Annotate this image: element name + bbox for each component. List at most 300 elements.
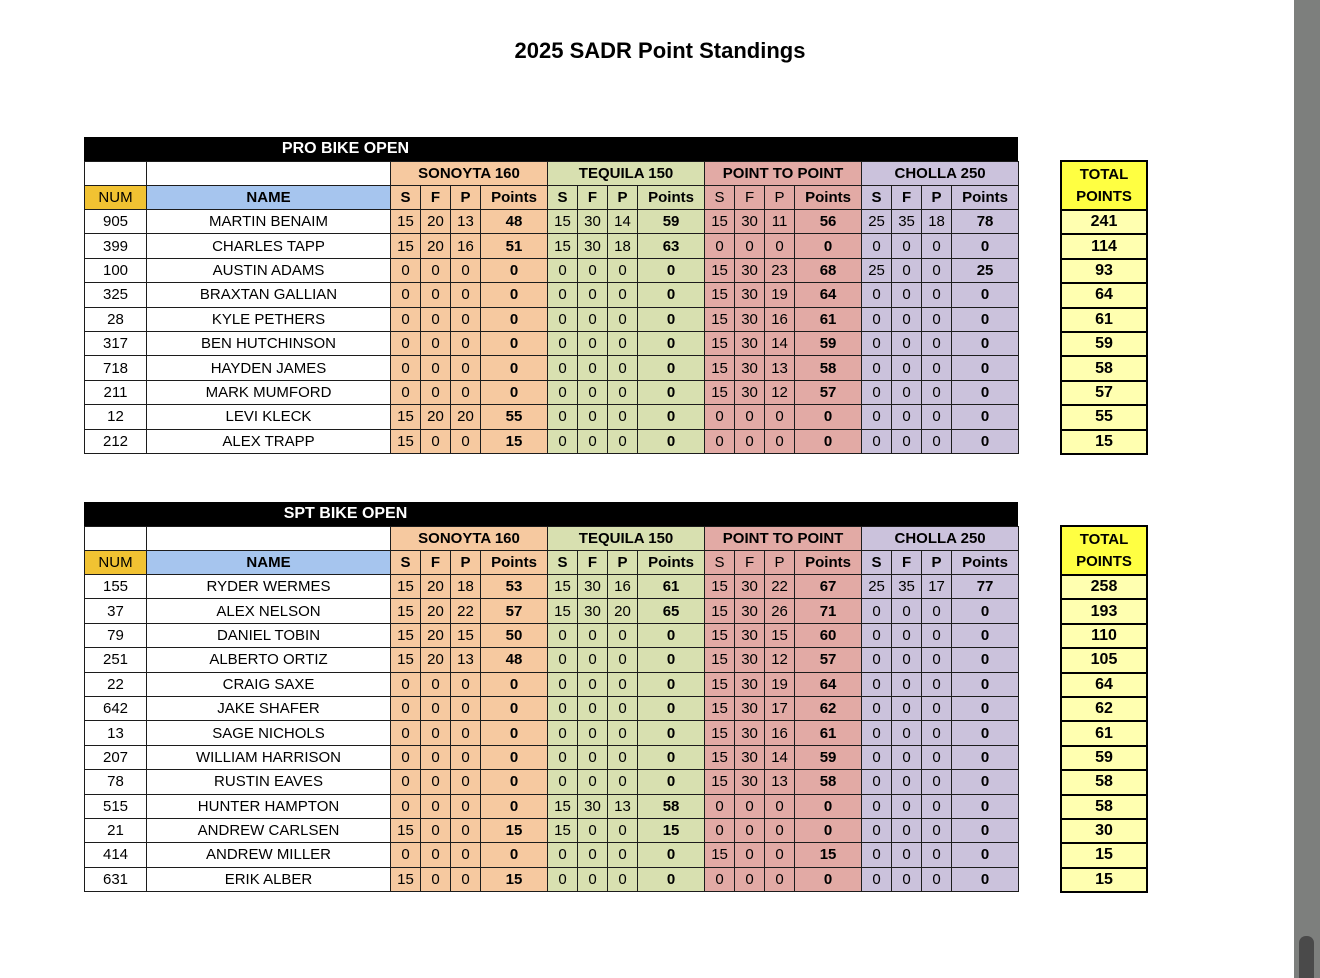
points-header-cell: Points [481, 551, 548, 575]
race-score-cell: 0 [451, 696, 481, 720]
race-score-cell: 0 [735, 794, 765, 818]
race-score-cell: 0 [608, 721, 638, 745]
points-header-cell: Points [638, 186, 705, 210]
race-points-cell: 0 [638, 331, 705, 355]
race-score-cell: 0 [892, 356, 922, 380]
race-points-cell: 64 [795, 672, 862, 696]
race-score-cell: 22 [451, 599, 481, 623]
rider-row [85, 429, 1019, 453]
score-header-cell: F [578, 186, 608, 210]
race-score-cell: 0 [548, 843, 578, 867]
race-score-cell: 18 [608, 234, 638, 258]
race-score-cell: 0 [578, 672, 608, 696]
race-points-cell: 0 [952, 745, 1019, 769]
race-points-cell: 51 [481, 234, 548, 258]
rider-row [85, 405, 1019, 429]
race-score-cell: 0 [421, 843, 451, 867]
race-points-cell: 64 [795, 283, 862, 307]
race-score-cell: 20 [421, 599, 451, 623]
race-score-cell: 0 [862, 794, 892, 818]
race-points-cell: 0 [638, 696, 705, 720]
race-score-cell: 0 [421, 867, 451, 891]
race-score-cell: 0 [922, 672, 952, 696]
total-row [1061, 819, 1147, 843]
race-score-cell: 0 [922, 283, 952, 307]
blank-header-cell [147, 162, 391, 186]
race-score-cell: 0 [765, 867, 795, 891]
race-score-cell: 16 [765, 721, 795, 745]
race-score-cell: 0 [922, 356, 952, 380]
points-header-cell: Points [795, 551, 862, 575]
race-score-cell: 0 [548, 331, 578, 355]
race-points-cell: 0 [952, 721, 1019, 745]
rider-num-cell: 13 [85, 721, 147, 745]
race-score-cell: 0 [735, 234, 765, 258]
race-score-cell: 0 [922, 405, 952, 429]
race-score-cell: 0 [892, 648, 922, 672]
num-header: NUM [85, 551, 147, 575]
race-score-cell: 0 [391, 356, 421, 380]
total-points-table [1060, 525, 1148, 893]
race-points-cell: 58 [795, 356, 862, 380]
race-score-cell: 0 [862, 745, 892, 769]
race-score-cell: 15 [705, 283, 735, 307]
race-score-cell: 0 [548, 307, 578, 331]
points-header-cell: Points [952, 551, 1019, 575]
race-score-cell: 0 [862, 648, 892, 672]
rider-name-cell: JAKE SHAFER [147, 696, 391, 720]
rider-row [85, 599, 1019, 623]
race-score-cell: 0 [578, 843, 608, 867]
total-row [1061, 234, 1147, 258]
rider-name-cell: ALBERTO ORTIZ [147, 648, 391, 672]
race-score-cell: 23 [765, 258, 795, 282]
race-points-cell: 0 [481, 307, 548, 331]
total-row [1061, 868, 1147, 892]
race-points-cell: 71 [795, 599, 862, 623]
race-score-cell: 0 [765, 429, 795, 453]
rider-name-cell: WILLIAM HARRISON [147, 745, 391, 769]
race-score-cell: 0 [451, 867, 481, 891]
total-points-cell: 15 [1061, 868, 1147, 892]
race-score-cell: 30 [578, 575, 608, 599]
total-points-cell: 62 [1061, 697, 1147, 721]
race-score-cell: 12 [765, 648, 795, 672]
blank-header-cell [85, 162, 147, 186]
race-points-cell: 0 [952, 818, 1019, 842]
race-score-cell: 0 [862, 696, 892, 720]
race-points-cell: 0 [952, 405, 1019, 429]
rider-num-cell: 515 [85, 794, 147, 818]
total-header-line1: TOTAL [1079, 165, 1129, 183]
race-points-cell: 0 [952, 843, 1019, 867]
rider-num-cell: 78 [85, 770, 147, 794]
race-score-cell: 0 [892, 623, 922, 647]
rider-name-cell: ERIK ALBER [147, 867, 391, 891]
race-score-cell: 0 [421, 745, 451, 769]
rider-name-cell: ALEX TRAPP [147, 429, 391, 453]
total-row [1061, 721, 1147, 745]
race-score-cell: 0 [391, 696, 421, 720]
rider-num-cell: 21 [85, 818, 147, 842]
rider-row [85, 745, 1019, 769]
race-score-cell: 0 [892, 380, 922, 404]
rider-row [85, 843, 1019, 867]
race-points-cell: 0 [795, 429, 862, 453]
race-score-cell: 0 [578, 745, 608, 769]
spt-bike-open-section [84, 502, 1132, 892]
score-header-cell: S [548, 186, 578, 210]
race-score-cell: 0 [578, 380, 608, 404]
race-score-cell: 0 [892, 672, 922, 696]
race-score-cell: 15 [705, 307, 735, 331]
race-score-cell: 14 [765, 745, 795, 769]
race-points-cell: 56 [795, 210, 862, 234]
score-header-cell: P [608, 186, 638, 210]
rider-num-cell: 28 [85, 307, 147, 331]
race-score-cell: 20 [451, 405, 481, 429]
race-points-cell: 0 [952, 429, 1019, 453]
race-score-cell: 0 [862, 356, 892, 380]
race-points-cell: 0 [638, 258, 705, 282]
race-score-cell: 30 [578, 794, 608, 818]
total-points-cell: 105 [1061, 648, 1147, 672]
race-score-cell: 0 [548, 696, 578, 720]
score-header-cell: F [578, 551, 608, 575]
rider-name-cell: CRAIG SAXE [147, 672, 391, 696]
total-points-cell: 58 [1061, 795, 1147, 819]
race-points-cell: 55 [481, 405, 548, 429]
race-score-cell: 0 [892, 258, 922, 282]
race-score-cell: 0 [922, 696, 952, 720]
total-points-cell: 59 [1061, 746, 1147, 770]
race-score-cell: 0 [578, 331, 608, 355]
race-points-cell: 0 [638, 867, 705, 891]
total-row [1061, 746, 1147, 770]
race-score-cell: 0 [451, 307, 481, 331]
race-score-cell: 0 [705, 818, 735, 842]
race-score-cell: 0 [578, 623, 608, 647]
race-score-cell: 0 [892, 696, 922, 720]
race-score-cell: 0 [922, 745, 952, 769]
race-points-cell: 0 [481, 745, 548, 769]
race-points-cell: 61 [795, 721, 862, 745]
score-header-cell: P [922, 186, 952, 210]
race-score-cell: 0 [451, 283, 481, 307]
race-points-cell: 0 [952, 648, 1019, 672]
race-points-cell: 0 [481, 794, 548, 818]
race-score-cell: 0 [548, 623, 578, 647]
race-score-cell: 0 [451, 770, 481, 794]
race-score-cell: 0 [391, 721, 421, 745]
standings-body [85, 575, 1019, 892]
race-score-cell: 0 [608, 356, 638, 380]
race-score-cell: 0 [451, 380, 481, 404]
race-score-cell: 20 [608, 599, 638, 623]
rider-name-cell: MARK MUMFORD [147, 380, 391, 404]
race-score-cell: 0 [765, 794, 795, 818]
rider-num-cell: 317 [85, 331, 147, 355]
race-score-cell: 30 [578, 210, 608, 234]
rider-row [85, 575, 1019, 599]
race-points-cell: 0 [481, 721, 548, 745]
race-score-cell: 0 [548, 648, 578, 672]
race-header-cholla: CHOLLA 250 [862, 162, 1019, 186]
race-points-cell: 0 [952, 794, 1019, 818]
points-header-cell: Points [952, 186, 1019, 210]
rider-row [85, 234, 1019, 258]
race-score-cell: 0 [421, 380, 451, 404]
total-points-cell: 114 [1061, 234, 1147, 258]
rider-num-cell: 155 [85, 575, 147, 599]
race-points-cell: 59 [795, 331, 862, 355]
total-row [1061, 259, 1147, 283]
race-score-cell: 0 [608, 696, 638, 720]
score-header-cell: F [421, 186, 451, 210]
race-score-cell: 16 [765, 307, 795, 331]
race-score-cell: 0 [421, 721, 451, 745]
table-title-band [84, 137, 1018, 161]
score-header-cell: S [548, 551, 578, 575]
race-points-cell: 0 [638, 283, 705, 307]
race-score-cell: 15 [548, 575, 578, 599]
race-points-cell: 0 [638, 380, 705, 404]
score-header-cell: F [735, 551, 765, 575]
race-points-cell: 15 [481, 867, 548, 891]
race-score-cell: 0 [608, 331, 638, 355]
race-points-cell: 0 [638, 623, 705, 647]
race-score-cell: 17 [765, 696, 795, 720]
race-points-cell: 0 [638, 721, 705, 745]
race-points-cell: 0 [952, 234, 1019, 258]
rider-num-cell: 905 [85, 210, 147, 234]
race-score-cell: 0 [578, 283, 608, 307]
table-title: PRO BIKE OPEN [281, 140, 410, 157]
race-score-cell: 15 [705, 623, 735, 647]
total-header-line1: TOTAL [1079, 530, 1129, 548]
race-score-cell: 0 [922, 867, 952, 891]
race-points-cell: 58 [795, 770, 862, 794]
race-points-cell: 48 [481, 210, 548, 234]
race-score-cell: 15 [548, 794, 578, 818]
race-score-cell: 0 [608, 429, 638, 453]
race-score-cell: 15 [705, 696, 735, 720]
race-score-cell: 15 [705, 331, 735, 355]
race-score-cell: 0 [421, 696, 451, 720]
total-points-cell: 58 [1061, 356, 1147, 380]
race-points-cell: 0 [638, 307, 705, 331]
race-score-cell: 0 [892, 843, 922, 867]
race-points-cell: 61 [795, 307, 862, 331]
race-header-row [85, 527, 1019, 551]
scrollbar-thumb[interactable] [1299, 936, 1314, 978]
race-score-cell: 15 [451, 623, 481, 647]
race-score-cell: 15 [391, 234, 421, 258]
race-points-cell: 57 [795, 648, 862, 672]
race-score-cell: 13 [451, 210, 481, 234]
race-score-cell: 0 [421, 818, 451, 842]
rider-name-cell: DANIEL TOBIN [147, 623, 391, 647]
race-score-cell: 0 [922, 331, 952, 355]
race-score-cell: 0 [862, 867, 892, 891]
rider-num-cell: 631 [85, 867, 147, 891]
rider-name-cell: KYLE PETHERS [147, 307, 391, 331]
race-points-cell: 15 [638, 818, 705, 842]
race-points-cell: 58 [638, 794, 705, 818]
name-header: NAME [147, 551, 391, 575]
total-points-cell: 241 [1061, 210, 1147, 234]
race-points-cell: 59 [638, 210, 705, 234]
race-score-cell: 26 [765, 599, 795, 623]
race-score-cell: 0 [862, 672, 892, 696]
score-header-cell: S [705, 186, 735, 210]
total-points-cell: 64 [1061, 283, 1147, 307]
race-points-cell: 0 [638, 648, 705, 672]
rider-num-cell: 22 [85, 672, 147, 696]
race-points-cell: 0 [638, 745, 705, 769]
total-points-column [1060, 525, 1148, 893]
race-score-cell: 0 [451, 672, 481, 696]
race-points-cell: 0 [795, 405, 862, 429]
race-score-cell: 15 [391, 599, 421, 623]
race-score-cell: 30 [578, 234, 608, 258]
points-header-cell: Points [481, 186, 548, 210]
race-points-cell: 68 [795, 258, 862, 282]
page-title: 2025 SADR Point Standings [514, 38, 806, 63]
race-score-cell: 15 [705, 356, 735, 380]
rider-row [85, 721, 1019, 745]
race-score-cell: 30 [735, 283, 765, 307]
standings-table [84, 161, 1019, 454]
race-points-cell: 57 [481, 599, 548, 623]
score-header-cell: F [421, 551, 451, 575]
race-score-cell: 35 [892, 210, 922, 234]
race-header-row [85, 162, 1019, 186]
total-row [1061, 697, 1147, 721]
race-score-cell: 0 [548, 672, 578, 696]
race-points-cell: 50 [481, 623, 548, 647]
total-points-cell: 93 [1061, 259, 1147, 283]
race-score-cell: 19 [765, 672, 795, 696]
race-score-cell: 0 [391, 331, 421, 355]
total-row [1061, 795, 1147, 819]
race-score-cell: 0 [862, 331, 892, 355]
race-score-cell: 0 [922, 429, 952, 453]
rider-num-cell: 325 [85, 283, 147, 307]
total-row [1061, 283, 1147, 307]
standings-body [85, 210, 1019, 454]
race-score-cell: 0 [862, 234, 892, 258]
race-score-cell: 30 [735, 258, 765, 282]
race-score-cell: 0 [578, 696, 608, 720]
race-score-cell: 0 [922, 843, 952, 867]
race-score-cell: 0 [421, 331, 451, 355]
race-score-cell: 20 [421, 234, 451, 258]
race-score-cell: 11 [765, 210, 795, 234]
rider-row [85, 258, 1019, 282]
race-score-cell: 0 [421, 770, 451, 794]
race-score-cell: 0 [922, 818, 952, 842]
race-score-cell: 15 [705, 575, 735, 599]
race-score-cell: 0 [922, 258, 952, 282]
score-header-cell: S [862, 551, 892, 575]
race-score-cell: 0 [922, 770, 952, 794]
total-row [1061, 770, 1147, 794]
race-score-cell: 0 [548, 721, 578, 745]
race-score-cell: 0 [421, 258, 451, 282]
total-points-header [1061, 526, 1147, 575]
race-points-cell: 0 [481, 696, 548, 720]
total-points-header [1061, 161, 1147, 210]
race-score-cell: 15 [705, 258, 735, 282]
race-points-cell: 0 [481, 843, 548, 867]
total-points-cell: 57 [1061, 381, 1147, 405]
race-points-cell: 59 [795, 745, 862, 769]
race-score-cell: 30 [735, 599, 765, 623]
race-score-cell: 14 [608, 210, 638, 234]
race-score-cell: 0 [765, 843, 795, 867]
race-points-cell: 0 [638, 405, 705, 429]
race-score-cell: 30 [578, 599, 608, 623]
race-header-cholla: CHOLLA 250 [862, 527, 1019, 551]
race-points-cell: 15 [481, 429, 548, 453]
race-points-cell: 78 [952, 210, 1019, 234]
total-row [1061, 843, 1147, 867]
race-score-cell: 0 [451, 429, 481, 453]
race-score-cell: 18 [451, 575, 481, 599]
race-score-cell: 22 [765, 575, 795, 599]
race-score-cell: 0 [578, 429, 608, 453]
race-points-cell: 0 [481, 356, 548, 380]
total-row [1061, 648, 1147, 672]
race-score-cell: 0 [421, 356, 451, 380]
race-points-cell: 15 [795, 843, 862, 867]
race-score-cell: 0 [391, 843, 421, 867]
race-score-cell: 0 [922, 234, 952, 258]
total-points-cell: 30 [1061, 819, 1147, 843]
race-score-cell: 0 [548, 356, 578, 380]
scrollbar-track[interactable] [1294, 0, 1320, 978]
race-score-cell: 0 [608, 818, 638, 842]
race-points-cell: 0 [481, 331, 548, 355]
race-score-cell: 14 [765, 331, 795, 355]
total-points-cell: 193 [1061, 599, 1147, 623]
race-score-cell: 0 [705, 405, 735, 429]
race-score-cell: 15 [705, 380, 735, 404]
race-score-cell: 0 [862, 599, 892, 623]
race-score-cell: 0 [451, 745, 481, 769]
race-score-cell: 0 [892, 818, 922, 842]
race-score-cell: 0 [765, 405, 795, 429]
race-points-cell: 0 [481, 770, 548, 794]
race-header-point-to-point: POINT TO POINT [705, 527, 862, 551]
rider-name-cell: MARTIN BENAIM [147, 210, 391, 234]
race-score-cell: 25 [862, 258, 892, 282]
race-points-cell: 15 [481, 818, 548, 842]
table-title-band [84, 502, 1018, 526]
race-score-cell: 0 [451, 331, 481, 355]
race-score-cell: 18 [922, 210, 952, 234]
total-points-cell: 61 [1061, 721, 1147, 745]
race-score-cell: 13 [765, 356, 795, 380]
race-score-cell: 0 [862, 429, 892, 453]
race-points-cell: 0 [952, 356, 1019, 380]
rider-name-cell: ALEX NELSON [147, 599, 391, 623]
rider-num-cell: 414 [85, 843, 147, 867]
race-points-cell: 0 [952, 696, 1019, 720]
total-row [1061, 332, 1147, 356]
race-score-cell: 0 [451, 721, 481, 745]
